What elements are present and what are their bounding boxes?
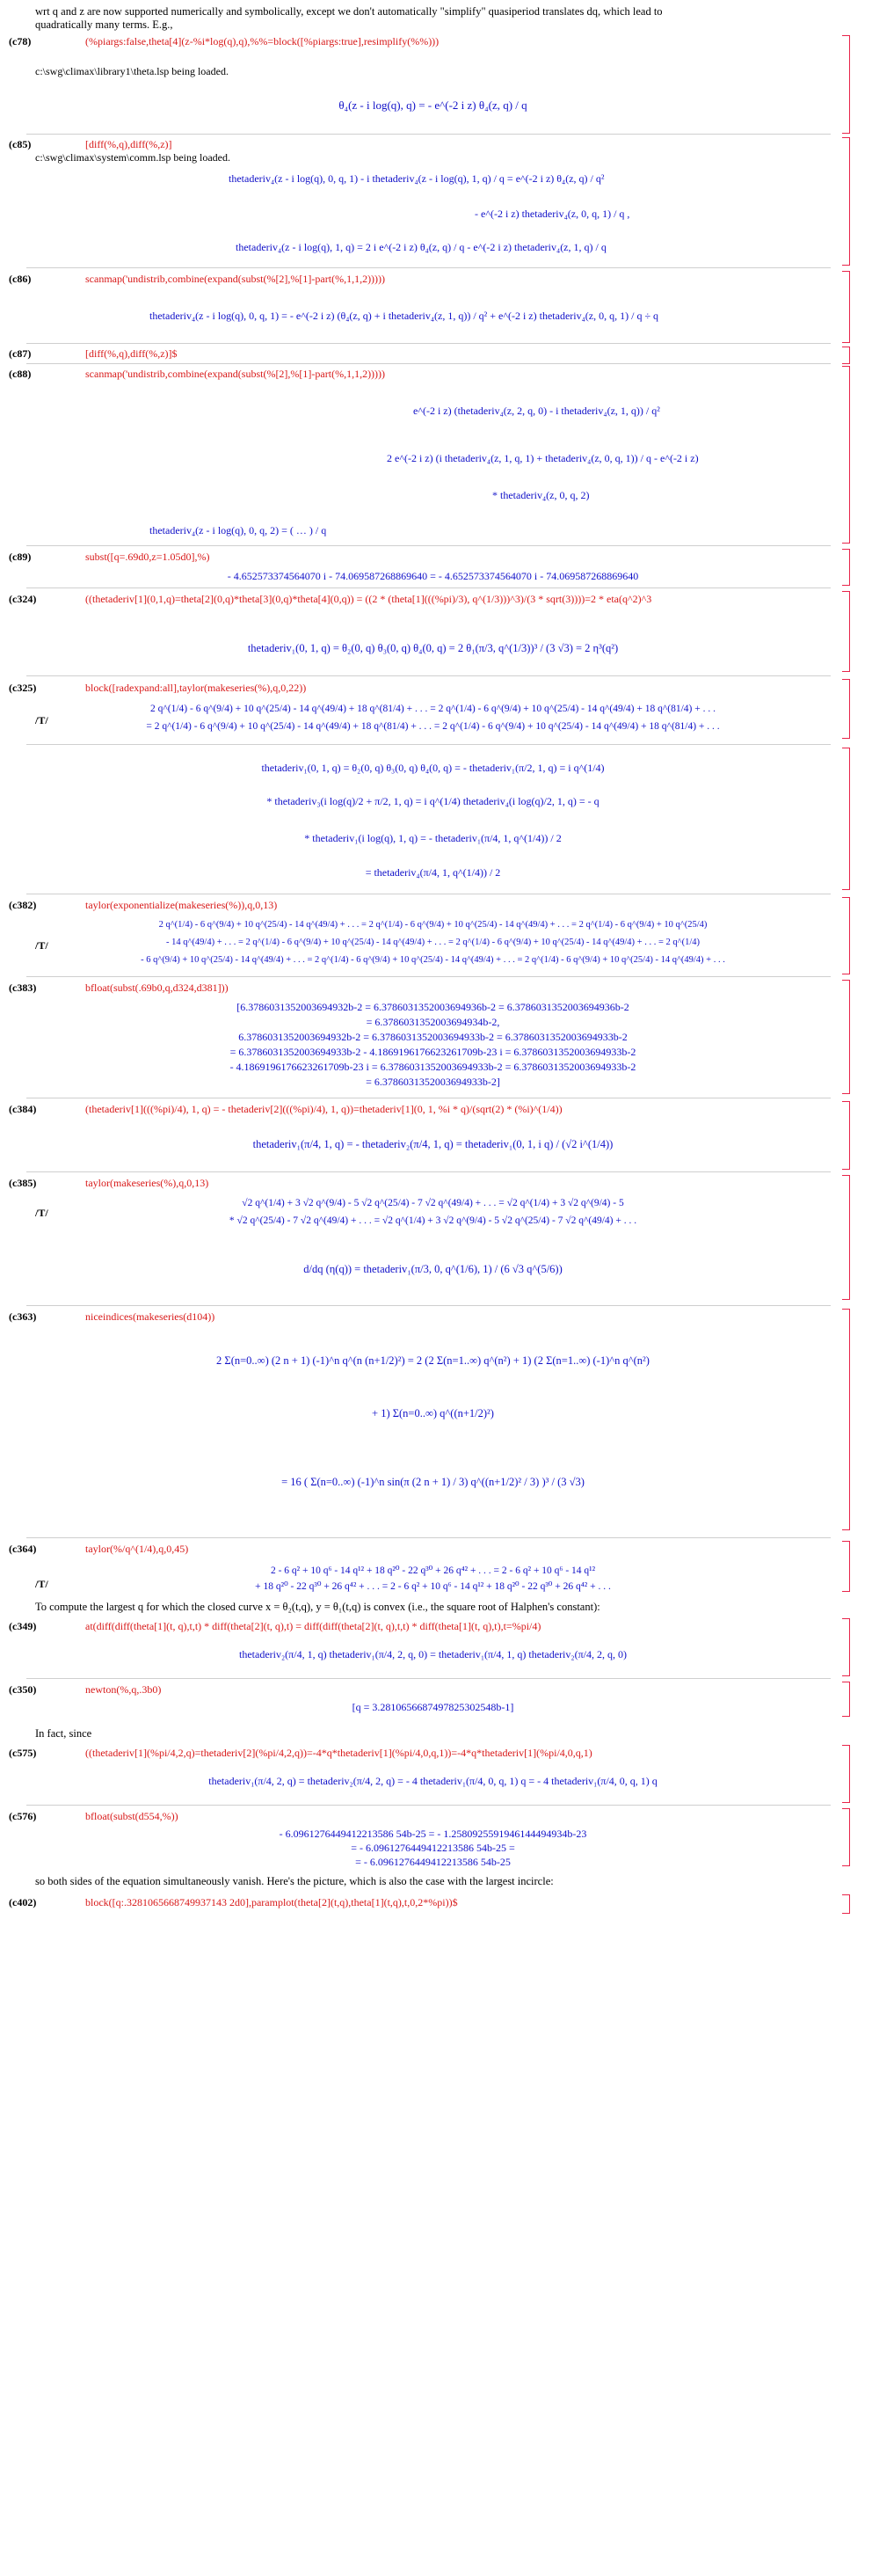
cell-bracket[interactable] (842, 35, 850, 134)
output-tag: /T/ (35, 939, 48, 952)
cell-label: (c350) (9, 1683, 37, 1696)
input-line[interactable]: (thetaderiv[1](((%pi)/4), 1, q) = - thetaderiv[2](((%pi)/4), 1, q))=thetaderiv[1](0, 1, %i * q)/(sqrt(2) * (%i)^(1/4)) (85, 1103, 563, 1115)
input-line[interactable]: taylor(makeseries(%),q,0,13) (85, 1177, 209, 1189)
separator (26, 1171, 831, 1172)
output-expr: = - 6.0961276449412213586 54b-25 = (351, 1842, 515, 1854)
cell-bracket[interactable] (842, 137, 850, 266)
output-expr: thetaderiv₄(z - i log(q), 0, q, 2) = ( … ) / q (149, 524, 327, 536)
output-expr: - 4.1869196176623261709b-23 i = 6.3786031352003694933b-2 = 6.3786031352003694933b-2 (229, 1061, 636, 1073)
separator (26, 675, 831, 676)
cell-bracket[interactable] (842, 980, 850, 1094)
input-line[interactable]: (%piargs:false,theta[4](z-%i*log(q),q),%%=block([%piargs:true],resimplify(%%))) (85, 35, 440, 47)
cell-label: (c575) (9, 1747, 37, 1759)
input-line[interactable]: newton(%,q,.3b0) (85, 1683, 162, 1696)
cell-bracket[interactable] (842, 549, 850, 586)
input-line[interactable]: [diff(%,q),diff(%,z)]$ (85, 347, 178, 360)
output-expr: * thetaderiv₃(i log(q)/2 + π/2, 1, q) = i q^(1/4) thetaderiv₄(i log(q)/2, 1, q) = - q (266, 795, 600, 807)
input-line[interactable]: [diff(%,q),diff(%,z)] (85, 138, 172, 150)
input-line[interactable]: taylor(%/q^(1/4),q,0,45) (85, 1543, 189, 1555)
output-expr: thetaderiv₄(z - i log(q), 1, q) = 2 i e^(-2 i z) θ₄(z, q) / q - e^(-2 i z) thetaderiv₄(z, 1, q) / q (236, 241, 607, 253)
output-expr: [q = 3.2810656687497825302548b-1] (352, 1701, 514, 1713)
output-expr: d/dq (η(q)) = thetaderiv₁(π/3, 0, q^(1/6), 1) / (6 √3 q^(5/6)) (303, 1263, 563, 1275)
output-expr: 2 e^(-2 i z) (i thetaderiv₄(z, 1, q, 1) + thetaderiv₄(z, 0, q, 1)) / q - e^(-2 i z) (387, 452, 699, 464)
output-tag: /T/ (35, 714, 48, 726)
output-expr: thetaderiv₄(z - i log(q), 0, q, 1) = - e^(-2 i z) (θ₄(z, q) + i thetaderiv₄(z, 1, q)) / q² + e^(-2 i z) thetaderiv₄(z, 0, q, 1) / q ÷ q (149, 310, 659, 322)
cell-bracket[interactable] (842, 1745, 850, 1803)
cell-label: (c363) (9, 1310, 37, 1323)
input-line[interactable]: block([q:.3281065668749937143 2d0],paramplot(theta[2](t,q),theta[1](t,q),t,0,2*%pi))$ (85, 1896, 458, 1908)
input-line[interactable]: ((thetaderiv[1](%pi/4,2,q)=thetaderiv[2](%pi/4,2,q))=-4*q*thetaderiv[1](%pi/4,0,q,1))=-4*q*thetaderiv[1](%pi/4,0,q,1) (85, 1747, 592, 1759)
output-expr: = 2 q^(1/4) - 6 q^(9/4) + 10 q^(25/4) - 14 q^(49/4) + 18 q^(81/4) + . . . = 2 q^(1/4) - 6 q^(9/4) + 10 q^(25/4) - 14 q^(49/4) + 18 q^(81/4) + . . . (146, 721, 720, 732)
input-line[interactable]: ((thetaderiv[1](0,1,q)=theta[2](0,q)*theta[3](0,q)*theta[4](0,q)) = ((2 * (theta[1](((%pi)/3), q^(1/3)))^3)/(3 * sqrt(3))))=2 * eta(q^2)^3 (85, 593, 652, 605)
cell-label: (c85) (9, 138, 32, 150)
cell-bracket[interactable] (842, 1682, 850, 1717)
input-line[interactable]: scanmap('undistrib,combine(expand(subst(%[2],%[1]-part(%,1,1,2))))) (85, 273, 386, 285)
separator (26, 587, 831, 588)
input-line[interactable]: subst([q=.69d0,z=1.05d0],%) (85, 551, 210, 563)
output-expr: = - 6.0961276449412213586 54b-25 (355, 1856, 511, 1868)
cell-bracket[interactable] (842, 1175, 850, 1300)
output-expr: = 16 ( Σ(n=0..∞) (-1)^n sin(π (2 n + 1) / 3) q^((n+1/2)² / 3) )³ / (3 √3) (281, 1476, 585, 1488)
cell-bracket[interactable] (842, 897, 850, 974)
output-expr: 2 q^(1/4) - 6 q^(9/4) + 10 q^(25/4) - 14 q^(49/4) + . . . = 2 q^(1/4) - 6 q^(9/4) + 10 q^(25/4) - 14 q^(49/4) + . . . = 2 q^(1/4) - 6 q^(9/4) + 10 q^(25/4) (158, 920, 708, 930)
output-expr: - e^(-2 i z) thetaderiv₄(z, 0, q, 1) / q , (475, 208, 630, 220)
cell-label: (c384) (9, 1103, 37, 1115)
output-expr: = 6.3786031352003694933b-2] (366, 1076, 500, 1088)
output-expr: + 1) Σ(n=0..∞) q^((n+1/2)²) (372, 1407, 494, 1419)
output-expr: thetaderiv₁(π/4, 1, q) = - thetaderiv₂(π/4, 1, q) = thetaderiv₁(0, 1, i q) / (√2 i^(1/4)) (252, 1138, 614, 1150)
cell-bracket[interactable] (842, 748, 850, 890)
output-expr: * thetaderiv₄(z, 0, q, 2) (492, 489, 590, 501)
output-expr: 6.3786031352003694932b-2 = 6.3786031352003694933b-2 = 6.3786031352003694933b-2 (238, 1031, 628, 1043)
output-expr: 2 Σ(n=0..∞) (2 n + 1) (-1)^n q^(n (n+1/2)²) = 2 (2 Σ(n=1..∞) q^(n²) + 1) (2 Σ(n=1..∞) (-1)^n q^(n²) (216, 1354, 650, 1367)
cell-label: (c87) (9, 347, 32, 360)
separator (26, 343, 831, 344)
output-tag: /T/ (35, 1578, 48, 1590)
separator (26, 1305, 831, 1306)
cell-label: (c86) (9, 273, 32, 285)
output-expr: [6.3786031352003694932b-2 = 6.3786031352003694936b-2 = 6.3786031352003694936b-2 (236, 1001, 629, 1013)
cell-bracket[interactable] (842, 1541, 850, 1592)
cell-bracket[interactable] (842, 591, 850, 672)
output-expr: √2 q^(1/4) + 3 √2 q^(9/4) - 5 √2 q^(25/4) - 7 √2 q^(49/4) + . . . = √2 q^(1/4) + 3 √2 q^(9/4) - 5 (242, 1198, 624, 1208)
cell-bracket[interactable] (842, 347, 850, 364)
cell-label: (c385) (9, 1177, 37, 1189)
separator (26, 545, 831, 546)
intro-text: wrt q and z are now supported numerically and symbolically, except we don't automatically "simplify" quasiperiod translates dq, which lead to (35, 5, 663, 18)
output-expr: = thetaderiv₄(π/4, 1, q^(1/4)) / 2 (365, 866, 501, 879)
cell-bracket[interactable] (842, 366, 850, 544)
output-expr: thetaderiv₁(0, 1, q) = θ₂(0, q) θ₃(0, q) θ₄(0, q) = - thetaderiv₁(π/2, 1, q) = i q^(1/4) (261, 762, 605, 774)
separator (26, 1537, 831, 1538)
output-expr: - 6.0961276449412213586 54b-25 = - 1.2580925591946144494934b-23 (279, 1828, 587, 1840)
cell-bracket[interactable] (842, 1309, 850, 1530)
separator (26, 1805, 831, 1806)
separator (26, 744, 831, 745)
text-paragraph: so both sides of the equation simultaneously vanish. Here's the picture, which is also the case with the largest incircle: (35, 1875, 554, 1887)
input-line[interactable]: bfloat(subst(d554,%)) (85, 1810, 178, 1822)
cell-label: (c364) (9, 1543, 37, 1555)
output-expr: thetaderiv₂(π/4, 1, q) thetaderiv₁(π/4, 2, q, 0) = thetaderiv₁(π/4, 1, q) thetaderiv₂(π/4, 2, q, 0) (239, 1648, 627, 1660)
message-line: c:\swg\climax\library1\theta.lsp being loaded. (35, 65, 229, 77)
input-line[interactable]: taylor(exponentialize(makeseries(%)),q,0,13) (85, 899, 278, 911)
output-expr: = 6.3786031352003694933b-2 - 4.1869196176623261709b-23 i = 6.3786031352003694933b-2 (229, 1046, 636, 1058)
output-expr: - 4.652573374564070 i - 74.069587268869640 = - 4.652573374564070 i - 74.069587268869640 (227, 570, 639, 582)
output-expr: 2 - 6 q² + 10 q⁶ - 14 q¹² + 18 q²⁰ - 22 q³⁰ + 26 q⁴² + . . . = 2 - 6 q² + 10 q⁶ - 14 q¹² (270, 1565, 596, 1576)
separator (26, 267, 831, 268)
message-line: c:\swg\climax\system\comm.lsp being loaded. (35, 151, 230, 164)
input-line[interactable]: at(diff(diff(theta[1](t, q),t,t) * diff(theta[2](t, q),t) = diff(diff(theta[2](t, q),t,t) * diff(theta[1](t, q),t),t=%pi/4) (85, 1620, 541, 1632)
intro-text-2: quadratically many terms. E.g., (35, 18, 173, 31)
text-paragraph: To compute the largest q for which the closed curve x = θ₂(t,q), y = θ₁(t,q) is convex (i.e., the square root of Halphen's constant): (35, 1601, 600, 1613)
output-expr: - 6 q^(9/4) + 10 q^(25/4) - 14 q^(49/4) + . . . = 2 q^(1/4) - 6 q^(9/4) + 10 q^(25/4) - 14 q^(49/4) + . . . = 2 q^(1/4) - 6 q^(9/4) + 10 q^(25/4) - 14 q^(49/4) + . . . (141, 955, 725, 965)
separator (26, 134, 831, 135)
cell-label: (c324) (9, 593, 37, 605)
cell-label: (c382) (9, 899, 37, 911)
cell-bracket[interactable] (842, 1101, 850, 1170)
text-paragraph: In fact, since (35, 1727, 92, 1740)
output-expr: thetaderiv₁(0, 1, q) = θ₂(0, q) θ₃(0, q) θ₄(0, q) = 2 θ₁(π/3, q^(1/3))³ / (3 √3) = 2 η³(q²) (247, 642, 619, 654)
output-expr: θ₄(z - i log(q), q) = - e^(-2 i z) θ₄(z, q) / q (338, 99, 527, 112)
output-expr: * thetaderiv₁(i log(q), 1, q) = - thetaderiv₁(π/4, 1, q^(1/4)) / 2 (304, 832, 562, 844)
separator (26, 1678, 831, 1679)
output-expr: 2 q^(1/4) - 6 q^(9/4) + 10 q^(25/4) - 14 q^(49/4) + 18 q^(81/4) + . . . = 2 q^(1/4) - 6 q^(9/4) + 10 q^(25/4) - 14 q^(49/4) + 18 q^(81/4) + . . . (150, 704, 716, 714)
output-expr: thetaderiv₄(z - i log(q), 0, q, 1) - i thetaderiv₄(z - i log(q), 1, q) / q = e^(-2 i z) θ₄(z, q) / q² (229, 172, 605, 185)
cell-label: (c78) (9, 35, 32, 47)
cell-label: (c349) (9, 1620, 37, 1632)
output-tag: /T/ (35, 1207, 48, 1219)
input-line[interactable]: bfloat(subst(.69b0,q,d324,d381])) (85, 982, 229, 994)
cell-label: (c88) (9, 368, 32, 380)
cell-bracket[interactable] (842, 1618, 850, 1676)
cell-bracket[interactable] (842, 271, 850, 343)
output-expr: e^(-2 i z) (thetaderiv₄(z, 2, q, 0) - i thetaderiv₄(z, 1, q)) / q² (413, 405, 660, 417)
separator (26, 976, 831, 977)
input-line[interactable]: scanmap('undistrib,combine(expand(subst(%[2],%[1]-part(%,1,1,2))))) (85, 368, 386, 380)
input-line[interactable]: block([radexpand:all],taylor(makeseries(%),q,0,22)) (85, 682, 307, 694)
cell-label: (c325) (9, 682, 37, 694)
output-expr: thetaderiv₁(π/4, 2, q) = thetaderiv₂(π/4, 2, q) = - 4 thetaderiv₁(π/4, 0, q, 1) q = - 4 thetaderiv₁(π/4, 0, q, 1) q (208, 1775, 658, 1787)
cell-label: (c383) (9, 982, 37, 994)
output-expr: + 18 q²⁰ - 22 q³⁰ + 26 q⁴² + . . . = 2 - 6 q² + 10 q⁶ - 14 q¹² + 18 q²⁰ - 22 q³⁰ + 26 q⁴² + . . . (255, 1581, 611, 1592)
input-line[interactable]: niceindices(makeseries(d104)) (85, 1310, 215, 1323)
output-expr: = 6.3786031352003694934b-2, (366, 1016, 500, 1028)
output-expr: - 14 q^(49/4) + . . . = 2 q^(1/4) - 6 q^(9/4) + 10 q^(25/4) - 14 q^(49/4) + . . . = 2 q^(1/4) - 6 q^(9/4) + 10 q^(25/4) - 14 q^(49/4) + . . . = 2 q^(1/4) (166, 938, 700, 947)
cell-label: (c402) (9, 1896, 37, 1908)
cell-bracket[interactable] (842, 1808, 850, 1866)
cell-label: (c89) (9, 551, 32, 563)
output-expr: * √2 q^(25/4) - 7 √2 q^(49/4) + . . . = √2 q^(1/4) + 3 √2 q^(9/4) - 5 √2 q^(25/4) - 7 √2 q^(49/4) + . . . (229, 1215, 637, 1226)
separator (26, 363, 831, 364)
cell-bracket[interactable] (842, 1894, 850, 1914)
cell-label: (c576) (9, 1810, 37, 1822)
cell-bracket[interactable] (842, 679, 850, 739)
